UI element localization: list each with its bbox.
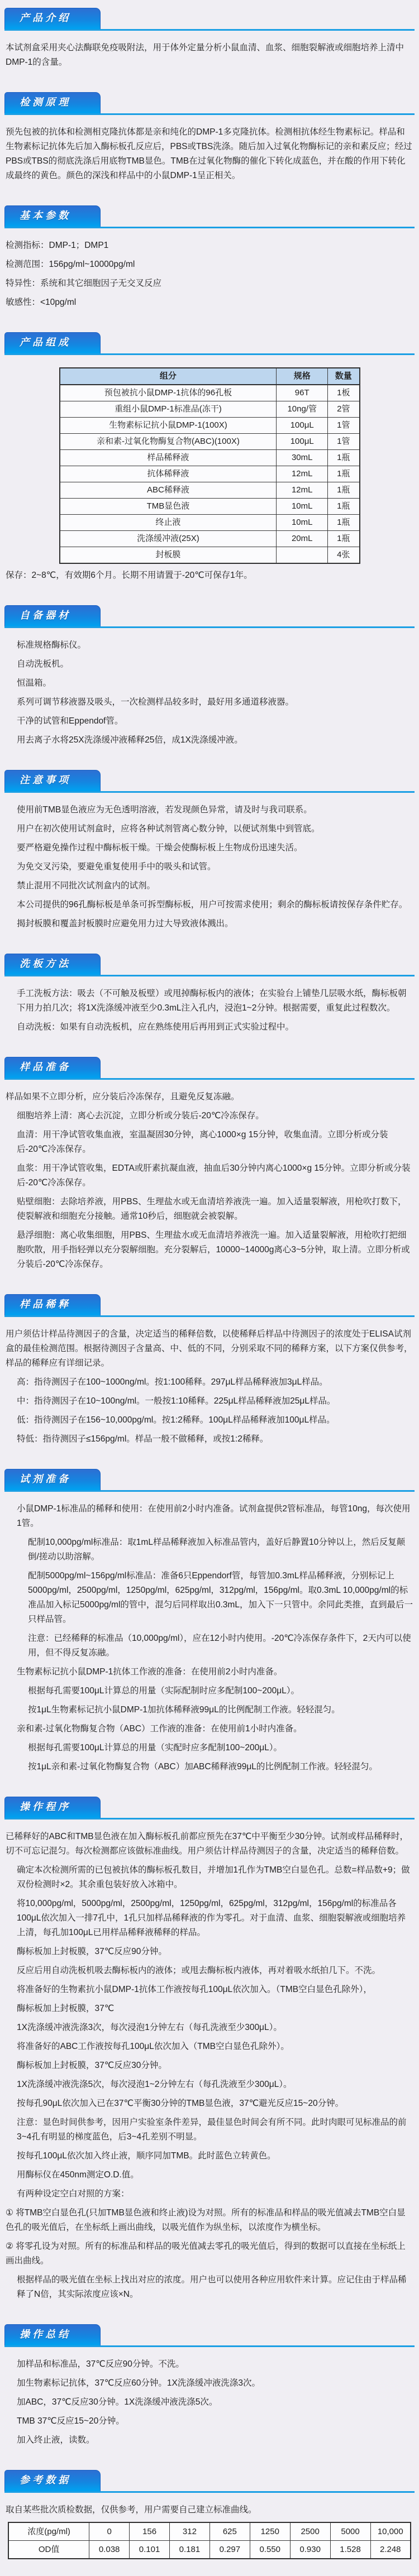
paragraph: 中：指待测因子在10~100ng/ml。一般按1:10稀释。225μL样品稀释液加25μL样品。 (17, 1396, 336, 1406)
paragraph: 有两种设定空白对照的方案： (17, 2189, 130, 2199)
table-cell: 终止液 (60, 515, 277, 531)
paragraph: 将准备好的生物素抗小鼠DMP-1抗体工作液按每孔100μL依次加入。（TMB空白显色孔除外）， (17, 1985, 372, 1994)
section-reagent-preparation (0, 1469, 419, 1774)
reference-table (8, 2522, 411, 2559)
table-cell: 封板膜 (60, 547, 277, 564)
section-tab-operation-summary: 操作总结 (4, 2324, 101, 2345)
paragraph: 已稀释好的ABC和TMB显色液在加入酶标板孔前都应预先在37℃中平衡至少30分钟。试剂或样品稀释时，切不可忘记混匀。每次检测都应该做标准曲线。用户须估计样品待测因子的含量，决定适当的稀释倍数。 (6, 1832, 408, 1856)
section-body-product-intro (0, 31, 419, 70)
paragraph: 1X洗涤缓冲液洗涤3次，每次浸泡1分钟左右（每孔洗液至少300μL）。 (17, 2023, 282, 2032)
table-cell: 10,000 (370, 2522, 411, 2541)
table-header-cell: 数量 (328, 368, 360, 385)
section-body-plate-washing-method (0, 976, 419, 1035)
table-cell: 0.181 (169, 2541, 210, 2559)
paragraph: 低：指待测因子在156~10,000pg/ml。按1:2稀释。100μL样品稀释液加100μL样品。 (17, 1415, 335, 1425)
section-tab-self-prepared-equipment: 自备器材 (4, 605, 101, 626)
paragraph: 根据每孔需要100μL计算总的用量（实配时应多配制100~200μL）。 (28, 1743, 282, 1753)
section-tab-product-intro: 产品介绍 (4, 8, 101, 29)
table-cell: 96T (277, 385, 328, 401)
paragraph: 干净的试管和Eppendof管。 (17, 716, 123, 726)
section-header-reagent-preparation (4, 1469, 415, 1492)
table-cell: 1瓶 (328, 450, 360, 466)
table-cell: 重组小鼠DMP-1标准品(冻干) (60, 401, 277, 418)
paragraph: 标准规格酶标仪。 (17, 640, 87, 650)
section-body-reagent-preparation (0, 1492, 419, 1774)
section-operation-procedure (0, 1797, 419, 2302)
table-cell: 10mL (277, 499, 328, 515)
section-body-sample-dilution (0, 1317, 419, 1447)
paragraph: 自动洗板：如果有自动洗板机，应在熟练使用后再用到正式实验过程中。 (17, 1022, 294, 1032)
table-cell: 100μL (277, 434, 328, 450)
section-detection-principle (0, 92, 419, 183)
section-tab-detection-principle: 检测原理 (4, 92, 101, 113)
section-header-precautions (4, 770, 415, 793)
paragraph: 高：指待测因子在100~1000ng/ml。按1:100稀释。297μL样品稀释液加3μL样品。 (17, 1377, 328, 1387)
paragraph: 预先包被的抗体和检测相克隆抗体都是亲和纯化的DMP-1多克隆抗体。检测相抗体经生物素标记。样品和生物素标记抗体先后加入酶标板孔反应后，PBS或TBS洗涤。随后加入过氧化物酶标记的亲和素反应；经过PBS或TBS的彻底洗涤后用底物TMB显色。TMB在过氧化物酶的催化下转化成蓝色，并在酸的作用下转化成最终的黄色。颜色的深浅和样品中的小鼠DMP-1呈正相关。 (6, 127, 412, 180)
table-row (60, 515, 360, 531)
paragraph: 样品如果不立即分析，应分装后冷冻保存，且避免反复冻融。 (6, 1092, 240, 1102)
paragraph: 配制10,000pg/ml标准品：取1mL样品稀释液加入标准品管内，盖好后静置10分钟以上，然后反复颠倒/搓动以助溶解。 (28, 1538, 406, 1562)
section-tab-basic-parameters: 基本参数 (4, 205, 101, 227)
paragraph: 系列可调节移液器及吸头，一次检测样品较多时，最好用多通道移液器。 (17, 697, 294, 707)
table-row (8, 2522, 411, 2541)
paragraph: 将10,000pg/ml，5000pg/ml，2500pg/ml，1250pg/ml，625pg/ml，312pg/ml，156pg/ml的标准品各100μL依次加入一排7孔中，1孔只加样品稀释液的作为零孔。对于血清、血浆、细胞裂解液或细胞培养上清，每孔加100μL已用样品稀释液稀释的样品。 (17, 1899, 406, 1937)
paragraph: 自动洗板机。 (17, 659, 69, 669)
table-cell: 30mL (277, 450, 328, 466)
section-tab-sample-preparation: 样品准备 (4, 1057, 101, 1078)
table-cell: 2管 (328, 401, 360, 418)
paragraph: 特低：指待测因子≤156pg/ml。样品一般不做稀释，或按1:2稀释。 (17, 1434, 269, 1444)
table-cell: 1瓶 (328, 499, 360, 515)
section-header-operation-summary (4, 2324, 415, 2347)
section-body-product-components (0, 355, 419, 583)
section-tab-operation-procedure: 操作程序 (4, 1797, 101, 1818)
section-product-components (0, 332, 419, 583)
section-tab-reference-data: 参考数据 (4, 2470, 101, 2491)
paragraph: 血浆：用干净试管收集，EDTA或肝素抗凝血液，抽血后30分钟内离心1000×g 15分钟。立即分析或分装后-20℃冷冻保存。 (17, 1163, 411, 1188)
section-body-basic-parameters (0, 228, 419, 310)
table-header-row (60, 368, 360, 385)
table-cell: 浓度(pg/ml) (8, 2522, 89, 2541)
paragraph: 加入终止液，读数。 (17, 2435, 95, 2445)
table-cell: 4张 (328, 547, 360, 564)
paragraph: 禁止混用不同批次试剂盒内的试剂。 (17, 881, 156, 890)
paragraph: 检测范围：156pg/ml~10000pg/ml (6, 260, 135, 269)
table-row (60, 499, 360, 515)
table-row (60, 434, 360, 450)
paragraph: 配制5000pg/ml~156pg/ml标准品：准备6只Eppendorf管，每管加0.3mL样品稀释液，分别标记上5000pg/ml，2500pg/ml，1250pg/ml，625pg/ml，312pg/ml，156pg/ml。取0.3mL 10,000pg/ml的标准品加入标记5000pg/ml的管中，混匀后同样取出0.3mL，加入下一只管中。余同此类推，直到最后一只样品管。 (28, 1571, 413, 1624)
paragraph: 加ABC，37℃反应30分钟。1X洗涤缓冲液洗涤5次。 (17, 2397, 218, 2407)
paragraph: 按1μL生物素标记抗小鼠DMP-1加抗体稀释液99μL的比例配制工作液。轻轻混匀。 (28, 1705, 340, 1715)
section-reference-data (0, 2470, 419, 2559)
section-header-reference-data (4, 2470, 415, 2493)
table-cell: 0.930 (290, 2541, 330, 2559)
table-cell: 10mL (277, 515, 328, 531)
paragraph: 将准备好的ABC工作液按每孔100μL依次加入（TMB空白显色孔除外）。 (17, 2042, 289, 2051)
table-cell: 预包被抗小鼠DMP-1抗体的96孔板 (60, 385, 277, 401)
paragraph: 用户在初次使用试剂盒时，应将各种试剂管离心数分钟，以便试剂集中到管底。 (17, 824, 320, 834)
table-cell: 1管 (328, 418, 360, 434)
paragraph: 保存：2~8℃，有效期6个月。长期不用请置于-20℃可保存1年。 (6, 571, 253, 580)
section-tab-sample-dilution: 样品稀释 (4, 1294, 101, 1315)
paragraph: 按1μL亲和素-过氧化物酶复合物（ABC）加ABC稀释液99μL的比例配制工作液。轻轻混匀。 (28, 1762, 378, 1771)
table-cell: 1瓶 (328, 515, 360, 531)
section-header-basic-parameters (4, 205, 415, 228)
paragraph: 酶标板加上封板膜，37℃ (17, 2004, 115, 2013)
table-cell: 抗体稀释液 (60, 466, 277, 482)
table-cell: 亲和素-过氧化物酶复合物(ABC)(100X) (60, 434, 277, 450)
table-row (60, 482, 360, 499)
section-precautions (0, 770, 419, 931)
paragraph: 用酶标仪在450nm测定O.D.值。 (17, 2170, 139, 2180)
section-header-product-intro (4, 8, 415, 31)
section-product-intro (0, 8, 419, 70)
table-row (60, 531, 360, 547)
paragraph: 注意：显色时间供参考，因用户实验室条件差异，最佳显色时间会有所不同。此时肉眼可见标准品的前3~4孔有明显的梯度蓝色，后3~4孔差别不明显。 (17, 2118, 407, 2142)
section-header-sample-dilution (4, 1294, 415, 1317)
table-row (60, 418, 360, 434)
table-cell: 0.550 (250, 2541, 290, 2559)
table-row (8, 2541, 411, 2559)
paragraph: 亲和素-过氧化物酶复合物（ABC）工作液的准备：在使用前1小时内准备。 (17, 1724, 302, 1734)
table-header-cell: 规格 (277, 368, 328, 385)
table-cell: 1板 (328, 385, 360, 401)
table-cell: 1.528 (330, 2541, 370, 2559)
paragraph: 血清：用干净试管收集血液，室温凝固30分钟，离心1000×g 15分钟，收集血清。立即分析或分装后-20℃冷冻保存。 (17, 1130, 388, 1154)
table-cell: 1瓶 (328, 531, 360, 547)
table-header-cell: 组分 (60, 368, 277, 385)
table-cell: 样品稀释液 (60, 450, 277, 466)
section-operation-summary (0, 2324, 419, 2448)
paragraph: 取自某些批次质检数据，仅供参考，用户需要自己建立标准曲线。 (6, 2505, 257, 2515)
table-cell: 0.297 (210, 2541, 250, 2559)
table-cell: ABC稀释液 (60, 482, 277, 499)
table-cell: 生物素标记抗小鼠DMP-1(100X) (60, 418, 277, 434)
table-cell: 2.248 (370, 2541, 411, 2559)
paragraph: 使用前TMB显色液应为无色透明溶液，若发现颜色异常，请及时与我司联系。 (17, 805, 312, 815)
paragraph: ① 将TMB空白显色孔(只加TMB显色液和终止液)设为对照。所有的标准品和样品的吸光值减去TMB空白显色孔的吸光值后，在坐标纸上画出曲线，以吸光值作为纵坐标，以浓度作为横坐标。 (6, 2208, 406, 2232)
paragraph: 按每孔90μL依次加入已在37℃平衡30分钟的TMB显色液，37℃避光反应15~20分钟。 (17, 2099, 344, 2108)
paragraph: TMB 37℃反应15~20分钟。 (17, 2416, 125, 2426)
section-self-prepared-equipment (0, 605, 419, 748)
paragraph: 为免交叉污染，要避免重复使用手中的吸头和试管。 (17, 862, 216, 872)
paragraph: 1X洗涤缓冲液洗涤5次，每次浸泡1~2分钟左右（每孔洗液至少300μL）。 (17, 2080, 292, 2089)
paragraph: 悬浮细胞：离心收集细胞，用PBS、生理盐水或无血清培养液洗一遍。加入适量裂解液，用枪吹打把细胞吹散，用手指轻弹以充分裂解细胞。充分裂解后，10000~14000g离心3~5分钟，取上清。立即分析或分装后-20℃冷冻保存。 (17, 1230, 410, 1269)
paragraph: 酶标板加上封板膜，37℃反应90分钟。 (17, 1947, 167, 1956)
paragraph: 用户须估计样品待测因子的含量，决定适当的稀释倍数，以使稀释后样品中待测因子的浓度处于ELISA试剂盒的最佳检测范围。根据待测因子含量高、中、低的不同，分别采取不同的稀释方案，以下方案仅供参考，样品的稀释应有详细记录。 (6, 1329, 413, 1368)
paragraph: 注意：已经稀释的标准品（10,000pg/ml），应在12小时内使用。-20℃冷冻保存条件下，2天内可以使用，但不得反复冻融。 (28, 1634, 411, 1658)
table-cell: 2500 (290, 2522, 330, 2541)
table-cell: TMB显色液 (60, 499, 277, 515)
table-cell: 1瓶 (328, 466, 360, 482)
table-cell: 1管 (328, 434, 360, 450)
section-sample-dilution (0, 1294, 419, 1447)
table-cell (277, 547, 328, 564)
section-sample-preparation (0, 1057, 419, 1272)
section-tab-plate-washing-method: 洗板方法 (4, 954, 101, 975)
table-cell: 1250 (250, 2522, 290, 2541)
paragraph: 根据每孔需要100μL计算总的用量（实际配制时应多配制100~200μL）。 (28, 1686, 299, 1696)
section-header-sample-preparation (4, 1057, 415, 1080)
table-cell: 1瓶 (328, 482, 360, 499)
components-table (59, 367, 360, 564)
section-header-self-prepared-equipment (4, 605, 415, 628)
table-cell: 20mL (277, 531, 328, 547)
paragraph: 酶标板加上封板膜，37℃反应30分钟。 (17, 2061, 167, 2070)
section-body-operation-summary (0, 2347, 419, 2448)
paragraph: 确定本次检测所需的已包被抗体的酶标板孔数目，并增加1孔作为TMB空白显色孔。总数=样品数+9；做双份检测时×2。其余重包装好放入冰箱中。 (17, 1865, 410, 1889)
table-row (60, 547, 360, 564)
table-row (60, 385, 360, 401)
paragraph: 根据样品的吸光值在坐标上找出对应的浓度。用户也可以使用各种应用软件来计算。应记住由于样品稀释了N倍，其实际浓度应该×N。 (17, 2275, 407, 2299)
table-cell: 156 (130, 2522, 170, 2541)
section-header-product-components (4, 332, 415, 355)
section-header-plate-washing-method (4, 954, 415, 976)
section-body-precautions (0, 793, 419, 931)
table-cell: 10ng/管 (277, 401, 328, 418)
section-basic-parameters (0, 205, 419, 310)
paragraph: 反应后用自动洗板机吸去酶标板内的液体；或甩去酶标板内液体，再对着吸水纸拍几下。不洗。 (17, 1966, 381, 1975)
paragraph: ② 将零孔设为对照。所有的标准品和样品的吸光值减去零孔的吸光值后，得到的数据可以直接在坐标纸上画出曲线。 (6, 2242, 406, 2266)
section-header-detection-principle (4, 92, 415, 115)
table-cell: 0.038 (89, 2541, 130, 2559)
paragraph: 加样品和标准品，37℃反应90分钟。不洗。 (17, 2359, 184, 2369)
paragraph: 生物素标记抗小鼠DMP-1抗体工作液的准备：在使用前2小时内准备。 (17, 1667, 283, 1677)
table-cell: 0 (89, 2522, 130, 2541)
table-row (60, 466, 360, 482)
table-cell: OD值 (8, 2541, 89, 2559)
section-body-detection-principle (0, 115, 419, 183)
paragraph: 特异性：系统和其它细胞因子无交叉反应 (6, 279, 162, 288)
table-cell: 625 (210, 2522, 250, 2541)
section-tab-product-components: 产品组成 (4, 332, 101, 353)
paragraph: 手工洗板方法：吸去（不可触及板壁）或甩掉酶标板内的液体；在实验台上铺垫几层吸水纸，酶标板朝下用力拍几次；将1X洗涤缓冲液至少0.3mL注入孔内，浸泡1~2分钟。根据需要，重复此过程数次。 (17, 989, 407, 1013)
paragraph: 要严格避免操作过程中酶标板干燥。干燥会使酶标板上生物成份迅速失活。 (17, 843, 303, 853)
paragraph: 细胞培养上清：离心去沉淀，立即分析或分装后-20℃冷冻保存。 (17, 1111, 264, 1121)
table-cell: 5000 (330, 2522, 370, 2541)
paragraph: 本公司提供的96孔酶标板是单条可拆型酶标板，用户可按需求使用；剩余的酶标板请按保存条件贮存。 (17, 900, 408, 909)
section-header-operation-procedure (4, 1797, 415, 1820)
paragraph: 用去离子水将25X洗涤缓冲液稀释25倍，成1X洗涤缓冲液。 (17, 735, 243, 745)
table-row (60, 450, 360, 466)
section-body-operation-procedure (0, 1820, 419, 2302)
paragraph: 恒温箱。 (17, 678, 52, 688)
table-cell: 12mL (277, 466, 328, 482)
paragraph: 小鼠DMP-1标准品的稀释和使用：在使用前2小时内准备。试剂盒提供2管标准品，每管10ng，每次使用1管。 (17, 1504, 411, 1528)
paragraph: 检测指标：DMP-1；DMP1 (6, 241, 109, 250)
table-cell: 0.101 (130, 2541, 170, 2559)
section-tab-precautions: 注意事项 (4, 770, 101, 791)
section-body-reference-data (0, 2493, 419, 2559)
paragraph: 本试剂盒采用夹心法酶联免疫吸附法，用于体外定量分析小鼠血清、血浆、细胞裂解液或细胞培养上清中DMP-1的含量。 (6, 43, 404, 67)
paragraph: 按每孔100μL依次加入终止液，顺序同加TMB。此时蓝色立转黄色。 (17, 2151, 276, 2161)
paragraph: 加生物素标记抗体，37℃反应60分钟。1X洗涤缓冲液洗涤3次。 (17, 2378, 260, 2388)
paragraph: 贴壁细胞：去除培养液，用PBS、生理盐水或无血清培养液洗一遍。加入适量裂解液，用枪吹打数下，使裂解液和细胞充分接触。通常10秒后，细胞就会被裂解。 (17, 1197, 407, 1221)
paragraph: 揭封板膜和覆盖封板膜时应避免用力过大导致液体溅出。 (17, 919, 234, 928)
table-row (60, 401, 360, 418)
section-body-sample-preparation (0, 1080, 419, 1272)
table-cell: 12mL (277, 482, 328, 499)
table-cell: 100μL (277, 418, 328, 434)
section-plate-washing-method (0, 954, 419, 1035)
table-cell: 洗涤缓冲液(25X) (60, 531, 277, 547)
section-tab-reagent-preparation: 试剂准备 (4, 1469, 101, 1490)
table-cell: 312 (169, 2522, 210, 2541)
paragraph: 敏感性：<10pg/ml (6, 298, 77, 307)
section-body-self-prepared-equipment (0, 628, 419, 748)
